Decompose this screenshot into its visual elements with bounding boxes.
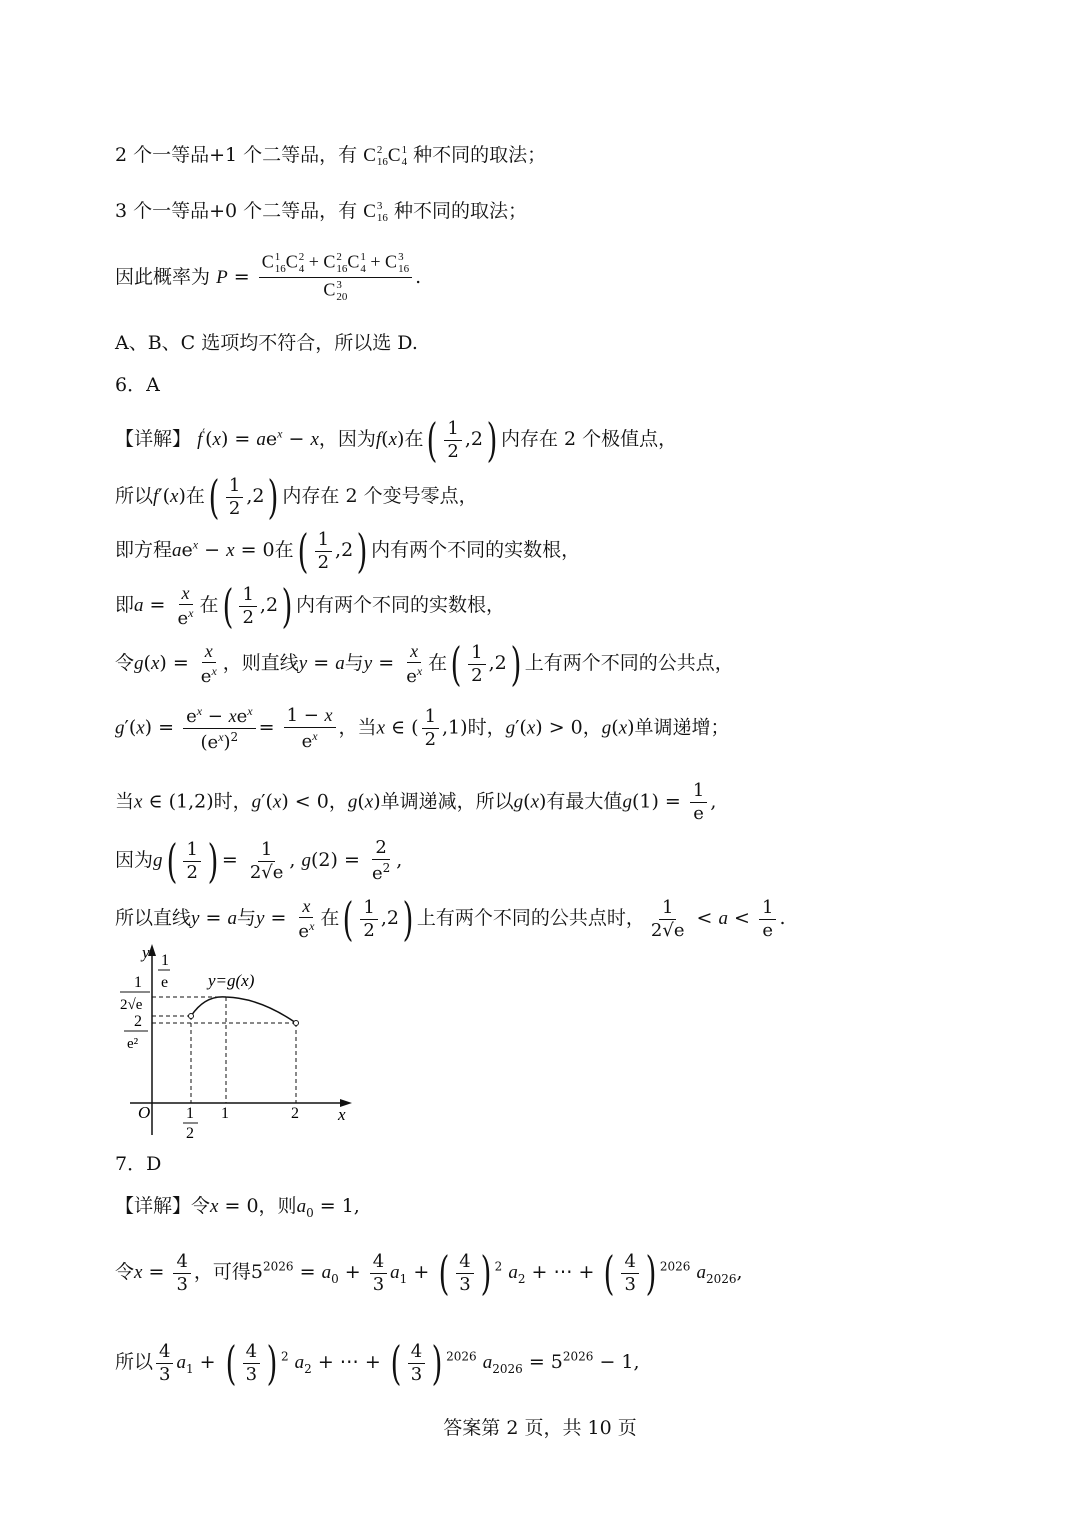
text: 种不同的取法； (393, 199, 527, 222)
line-probability: 因此概率为 P = C 1 16 C 2 4 + C 2 16 C 1 4 + C 3 16 C 3 20 . (115, 251, 422, 303)
text: 因此概率为 (115, 266, 211, 289)
q6-line-3: 即方程$ae^x - x = 0$在( $\frac{1}{2}$ ,2) 内有两个不同的实数根， (115, 524, 581, 578)
text: 2 个一等品+1 个二等品，有 (115, 143, 358, 166)
open-point-right (294, 1021, 299, 1026)
text: 有最大值 (546, 790, 623, 813)
text: 内有两个不同的实数根， (371, 539, 581, 561)
origin-label: O (138, 1103, 151, 1122)
q6-line-1: 【详解】 $f'(x) = ae^x - x$，因为f(x)在( $\frac{1}{2}$ ,2) 内存在 2 个极值点， (115, 413, 678, 467)
probability-fraction: C 1 16 C 2 4 + C 2 16 C 1 4 + C 3 16 C 3 20 (259, 252, 412, 303)
text: 种不同的取法； (413, 143, 547, 166)
line-conclusion-5: A、B、C 选项均不符合，所以选 D. (115, 332, 418, 354)
text: 令 (115, 1261, 135, 1283)
text: 【详解】令 (115, 1195, 211, 1217)
question-6-answer: 6．A (115, 374, 160, 396)
text: 在 (320, 907, 340, 929)
formula-c16-3: C 3 16 (363, 200, 388, 224)
text: 时， (213, 790, 252, 813)
curve-label: y=g(x) (208, 971, 255, 990)
text: ，则直线 (222, 652, 299, 674)
text: ， (328, 790, 348, 813)
text: 内有两个不同的实数根， (296, 594, 506, 616)
text: 在 (185, 485, 205, 507)
text: 3 个一等品+0 个二等品，有 (115, 199, 358, 222)
y-label-two-den: e² (127, 1036, 139, 1052)
curve-g (191, 997, 296, 1023)
text: 上有两个不同的公共点时， (416, 907, 645, 929)
text: 在 (274, 539, 294, 561)
text: 内存在 2 个变号零点， (282, 485, 478, 507)
y-label-half-num: 1 (134, 974, 142, 991)
text: 即 (115, 594, 135, 616)
q6-line-9: 所以直线y = a与y = $\frac{x}{e^x}$ 在( $\frac{1}{2}$ ,2) 上有两个不同的公共点时， $\frac{1}{2√e}$ < a < $\frac{1}{e}$ . (115, 892, 786, 946)
text: 上有两个不同的公共点， (524, 652, 734, 674)
x-tick-half-den: 2 (186, 1125, 194, 1140)
y-label-half-den: 2√e (120, 997, 143, 1013)
x-tick-half-num: 1 (186, 1105, 194, 1122)
text: 在 (199, 594, 219, 616)
q6-line-7: 当x ∈ (1,2)时，g′(x) < 0，g(x)单调递减，所以g(x)有最大值g(1) = $\frac{1}{e}$ , (115, 780, 717, 824)
y-label-max-den: e (161, 974, 169, 991)
text: 当 (115, 790, 135, 813)
text: 因为 (115, 849, 154, 871)
formula-c16-2-c4-1: C 2 16 C 1 4 (363, 144, 408, 168)
x-tick-2: 2 (291, 1105, 299, 1122)
y-axis-label: y (142, 943, 150, 962)
q7-line-3: 所以 $\frac{4}{3}$ $a_1$ + ( $\frac{4}{3}$ ) $^2$ $a_2$ + ⋯ + ( $\frac{4}{3}$ ) $^{2026}$ $a_{2026} = 5^{2026} - 1$, (115, 1336, 640, 1390)
text: 所以直线 (115, 907, 192, 929)
text: 单调递增； (634, 716, 730, 739)
line-case-3-0 (115, 201, 527, 224)
text: 令 (115, 652, 135, 674)
text: 单调递减，所以 (380, 790, 514, 813)
text: 与 (344, 652, 364, 674)
text: 在 (404, 428, 424, 450)
q6-line-2: 所以f′(x)在( $\frac{1}{2}$ ,2) 内存在 2 个变号零点， (115, 470, 478, 524)
text: ，则 (258, 1195, 297, 1217)
question-7-answer: 7．D (115, 1153, 162, 1175)
page-footer: 答案第 2 页，共 10 页 (443, 1417, 637, 1439)
q6-line-8: 因为g( $\frac{1}{2}$ ) = $\frac{1}{2√e}$ , g(2) = $\frac{2}{e^2}$ , (115, 834, 403, 888)
text: 所以 (115, 485, 154, 507)
text: 即方程 (115, 539, 173, 561)
line-case-2-1 (115, 145, 546, 168)
x-tick-1: 1 (221, 1105, 229, 1122)
text: 所以 (115, 1351, 154, 1373)
q7-line-2: 令x = $\frac{4}{3}$ ，可得$5^{2026} = a_0$ + $\frac{4}{3}$ $a_1$ + ( $\frac{4}{3}$ ) $^2$ $a_2$ + ⋯ + ( $\frac{4}{3}$ ) $^{2026}$ $a_{2026}$, (115, 1246, 743, 1300)
text: 与 (236, 907, 256, 929)
y-label-two-num: 2 (134, 1013, 142, 1030)
q7-line-1: 【详解】令x = 0，则$a_0 = 1$, (115, 1195, 360, 1220)
y-label-max-num: 1 (161, 952, 169, 969)
x-axis-label: x (338, 1105, 346, 1124)
text: ，可得 (193, 1261, 251, 1283)
q6-line-6: g′(x) = $\frac{e^x - xe^x}{(e^x)^2}$ = $\frac{1 - x}{e^x}$ ，当x ∈ ( $\frac{1}{2}$ ,1)时，g′(x) > 0，g(x)单调递增； (115, 704, 730, 753)
q6-line-4: 即a = $\frac{x}{e^x}$ 在( $\frac{1}{2}$ ,2) 内有两个不同的实数根， (115, 579, 506, 633)
text: 内存在 2 个极值点， (500, 428, 678, 450)
text: 时， (467, 716, 506, 739)
text: 在 (428, 652, 448, 674)
open-point-left (189, 1014, 194, 1019)
text: ，当 (338, 716, 377, 739)
function-graph (110, 940, 360, 1140)
q6-line-5: 令g(x) = $\frac{x}{e^x}$ ，则直线y = a与y = $\frac{x}{e^x}$ 在( $\frac{1}{2}$ ,2) 上有两个不同的公共点， (115, 637, 734, 691)
text: ，因为 (318, 428, 376, 450)
text: ， (582, 716, 602, 739)
text: 【详解】 (115, 428, 192, 450)
